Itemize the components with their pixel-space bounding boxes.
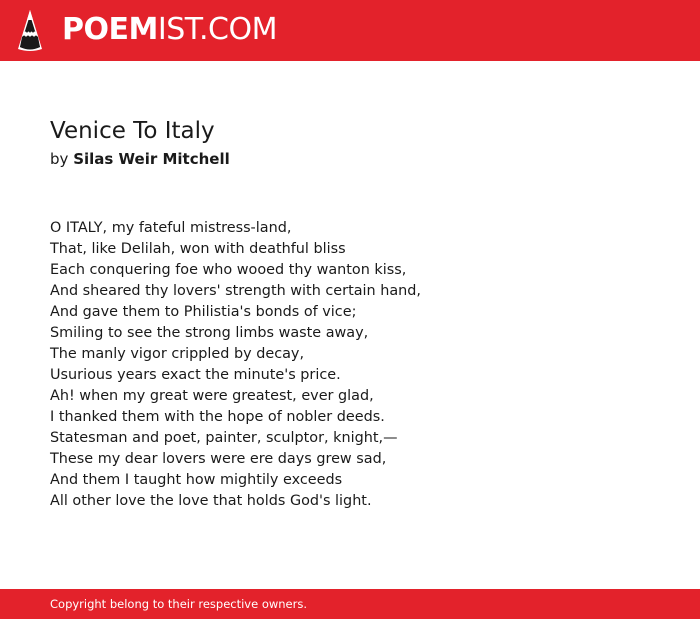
poem-line: That, like Delilah, won with deathful bliss xyxy=(50,241,346,257)
by-label: by xyxy=(50,150,69,168)
poem-line: The manly vigor crippled by decay, xyxy=(50,346,305,362)
logo-text-bold: POEM xyxy=(62,12,158,47)
poem-line: And sheared thy lovers' strength with certain hand, xyxy=(50,283,421,299)
logo-text-light: IST.COM xyxy=(157,12,277,47)
site-logo[interactable] xyxy=(62,10,277,50)
poem-title: Venice To Italy xyxy=(50,118,215,144)
poem-line: Smiling to see the strong limbs waste away, xyxy=(50,325,369,341)
poem-line: O ITALY, my fateful mistress-land, xyxy=(50,220,292,236)
site-header xyxy=(0,0,700,61)
poem-byline xyxy=(50,148,230,170)
poem-author: Silas Weir Mitchell xyxy=(73,150,230,168)
poem-line: And them I taught how mightily exceeds xyxy=(50,472,343,488)
poem-line: Each conquering foe who wooed thy wanton kiss, xyxy=(50,262,407,278)
copyright-notice: Copyright belong to their respective owners. xyxy=(50,597,308,611)
pencil-tip-icon[interactable] xyxy=(16,9,44,53)
poem-line: These my dear lovers were ere days grew sad, xyxy=(50,451,387,467)
poem-line: Statesman and poet, painter, sculptor, knight,— xyxy=(50,430,398,446)
poem-line: Ah! when my great were greatest, ever glad, xyxy=(50,388,374,404)
poem-body xyxy=(50,218,421,512)
poem-line: And gave them to Philistia's bonds of vice; xyxy=(50,304,357,320)
poem-line: I thanked them with the hope of nobler deeds. xyxy=(50,409,385,425)
poem-line: All other love the love that holds God's light. xyxy=(50,493,372,509)
site-footer xyxy=(0,589,700,619)
poem-line: Usurious years exact the minute's price. xyxy=(50,367,341,383)
